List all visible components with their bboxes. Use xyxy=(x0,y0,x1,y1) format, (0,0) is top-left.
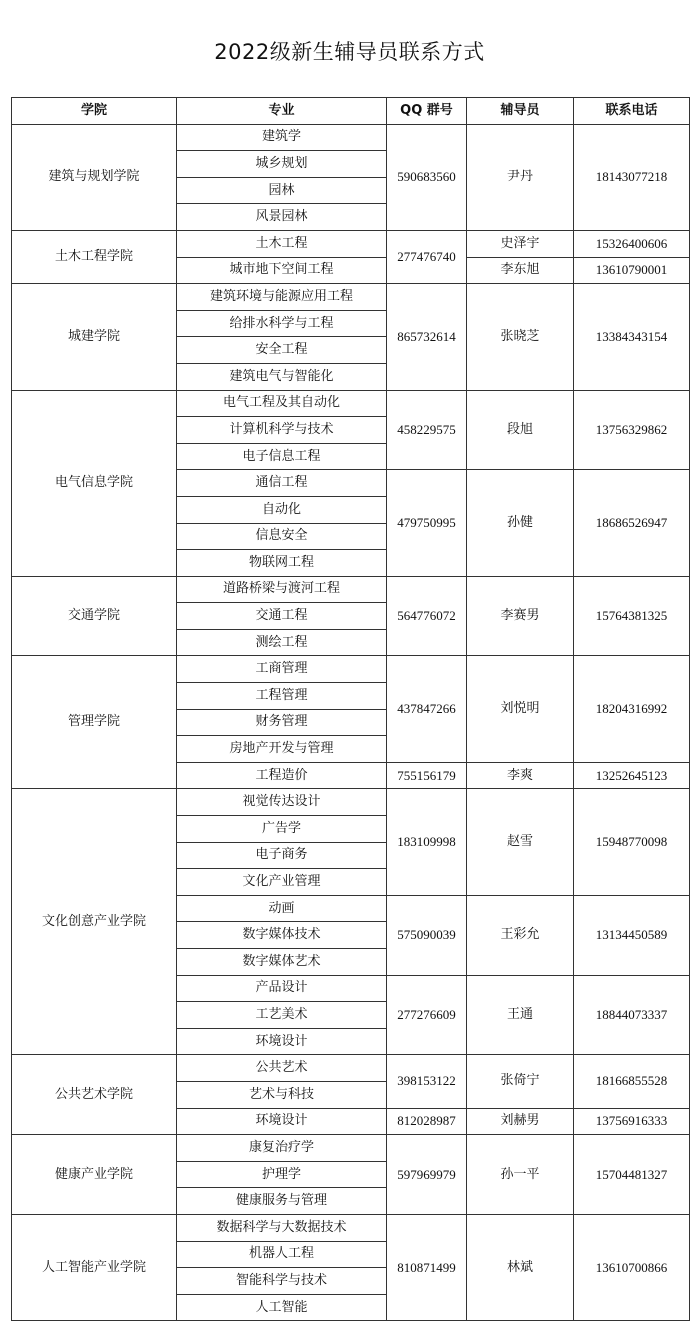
qq-group-cell: 755156179 xyxy=(387,762,467,789)
phone-cell: 15764381325 xyxy=(574,576,690,656)
major-cell: 智能科学与技术 xyxy=(177,1268,387,1295)
qq-group-cell: 597969979 xyxy=(387,1135,467,1215)
qq-group-cell: 458229575 xyxy=(387,390,467,470)
counselor-contact-table xyxy=(11,97,690,1321)
major-cell: 数字媒体艺术 xyxy=(177,949,387,976)
phone-cell: 15326400606 xyxy=(574,230,690,257)
major-cell: 电子商务 xyxy=(177,842,387,869)
college-cell: 管理学院 xyxy=(12,656,177,789)
major-cell: 电子信息工程 xyxy=(177,443,387,470)
counselor-cell: 李东旭 xyxy=(467,257,574,284)
major-cell: 环境设计 xyxy=(177,1028,387,1055)
counselor-cell: 史泽宇 xyxy=(467,230,574,257)
counselor-cell: 张倚宁 xyxy=(467,1055,574,1108)
major-cell: 工艺美术 xyxy=(177,1002,387,1029)
major-cell: 安全工程 xyxy=(177,337,387,364)
college-cell: 人工智能产业学院 xyxy=(12,1214,177,1320)
phone-cell: 13610790001 xyxy=(574,257,690,284)
college-cell: 公共艺术学院 xyxy=(12,1055,177,1135)
major-cell: 建筑学 xyxy=(177,124,387,151)
major-cell: 工程管理 xyxy=(177,683,387,710)
qq-group-cell: 575090039 xyxy=(387,895,467,975)
major-cell: 动画 xyxy=(177,895,387,922)
qq-group-cell: 590683560 xyxy=(387,124,467,230)
phone-cell: 13756329862 xyxy=(574,390,690,470)
major-cell: 城乡规划 xyxy=(177,151,387,178)
page-title: 2022级新生辅导员联系方式 xyxy=(214,40,485,64)
counselor-cell: 李赛男 xyxy=(467,576,574,656)
header-qq-group: QQ 群号 xyxy=(387,98,467,125)
major-cell: 人工智能 xyxy=(177,1294,387,1321)
qq-group-cell: 865732614 xyxy=(387,284,467,390)
college-cell: 电气信息学院 xyxy=(12,390,177,576)
counselor-cell: 孙一平 xyxy=(467,1135,574,1215)
table-row xyxy=(12,1135,690,1162)
major-cell: 园林 xyxy=(177,177,387,204)
counselor-cell: 刘赫男 xyxy=(467,1108,574,1135)
qq-group-cell: 564776072 xyxy=(387,576,467,656)
counselor-cell: 王彩允 xyxy=(467,895,574,975)
college-cell: 城建学院 xyxy=(12,284,177,390)
header-phone: 联系电话 xyxy=(574,98,690,125)
counselor-cell: 张晓芝 xyxy=(467,284,574,390)
qq-group-cell: 183109998 xyxy=(387,789,467,895)
table-row xyxy=(12,576,690,603)
college-cell: 健康产业学院 xyxy=(12,1135,177,1215)
major-cell: 房地产开发与管理 xyxy=(177,736,387,763)
phone-cell: 15948770098 xyxy=(574,789,690,895)
qq-group-cell: 810871499 xyxy=(387,1214,467,1320)
major-cell: 数据科学与大数据技术 xyxy=(177,1214,387,1241)
major-cell: 护理学 xyxy=(177,1161,387,1188)
phone-cell: 18686526947 xyxy=(574,470,690,576)
phone-cell: 18143077218 xyxy=(574,124,690,230)
phone-cell: 13756916333 xyxy=(574,1108,690,1135)
major-cell: 产品设计 xyxy=(177,975,387,1002)
qq-group-cell: 812028987 xyxy=(387,1108,467,1135)
major-cell: 公共艺术 xyxy=(177,1055,387,1082)
major-cell: 给排水科学与工程 xyxy=(177,310,387,337)
phone-cell: 13252645123 xyxy=(574,762,690,789)
major-cell: 工程造价 xyxy=(177,762,387,789)
table-row xyxy=(12,1214,690,1241)
table-row xyxy=(12,1055,690,1082)
major-cell: 工商管理 xyxy=(177,656,387,683)
qq-group-cell: 479750995 xyxy=(387,470,467,576)
qq-group-cell: 277476740 xyxy=(387,230,467,283)
major-cell: 艺术与科技 xyxy=(177,1081,387,1108)
qq-group-cell: 437847266 xyxy=(387,656,467,762)
phone-cell: 18844073337 xyxy=(574,975,690,1055)
table-row xyxy=(12,390,690,417)
header-major: 专业 xyxy=(177,98,387,125)
major-cell: 计算机科学与技术 xyxy=(177,417,387,444)
major-cell: 道路桥梁与渡河工程 xyxy=(177,576,387,603)
major-cell: 建筑环境与能源应用工程 xyxy=(177,284,387,311)
qq-group-cell: 277276609 xyxy=(387,975,467,1055)
major-cell: 建筑电气与智能化 xyxy=(177,363,387,390)
major-cell: 物联网工程 xyxy=(177,550,387,577)
major-cell: 自动化 xyxy=(177,496,387,523)
qq-group-cell: 398153122 xyxy=(387,1055,467,1108)
table-row xyxy=(12,124,690,151)
counselor-cell: 王通 xyxy=(467,975,574,1055)
major-cell: 健康服务与管理 xyxy=(177,1188,387,1215)
major-cell: 环境设计 xyxy=(177,1108,387,1135)
college-cell: 文化创意产业学院 xyxy=(12,789,177,1055)
major-cell: 数字媒体技术 xyxy=(177,922,387,949)
major-cell: 通信工程 xyxy=(177,470,387,497)
phone-cell: 18204316992 xyxy=(574,656,690,762)
counselor-cell: 孙健 xyxy=(467,470,574,576)
college-cell: 建筑与规划学院 xyxy=(12,124,177,230)
major-cell: 机器人工程 xyxy=(177,1241,387,1268)
major-cell: 广告学 xyxy=(177,816,387,843)
major-cell: 交通工程 xyxy=(177,603,387,630)
major-cell: 视觉传达设计 xyxy=(177,789,387,816)
major-cell: 财务管理 xyxy=(177,709,387,736)
major-cell: 土木工程 xyxy=(177,230,387,257)
phone-cell: 13384343154 xyxy=(574,284,690,390)
phone-cell: 13610700866 xyxy=(574,1214,690,1320)
counselor-cell: 刘悦明 xyxy=(467,656,574,762)
major-cell: 信息安全 xyxy=(177,523,387,550)
table-row xyxy=(12,656,690,683)
counselor-cell: 李爽 xyxy=(467,762,574,789)
table-row xyxy=(12,230,690,257)
counselor-cell: 林斌 xyxy=(467,1214,574,1320)
header-counselor: 辅导员 xyxy=(467,98,574,125)
counselor-cell: 段旭 xyxy=(467,390,574,470)
major-cell: 康复治疗学 xyxy=(177,1135,387,1162)
major-cell: 城市地下空间工程 xyxy=(177,257,387,284)
phone-cell: 13134450589 xyxy=(574,895,690,975)
major-cell: 风景园林 xyxy=(177,204,387,231)
table-header-row xyxy=(12,98,690,125)
major-cell: 电气工程及其自动化 xyxy=(177,390,387,417)
table-body xyxy=(12,124,690,1321)
counselor-cell: 尹丹 xyxy=(467,124,574,230)
college-cell: 土木工程学院 xyxy=(12,230,177,283)
table-row xyxy=(12,789,690,816)
header-college: 学院 xyxy=(12,98,177,125)
phone-cell: 18166855528 xyxy=(574,1055,690,1108)
college-cell: 交通学院 xyxy=(12,576,177,656)
table-row xyxy=(12,284,690,311)
counselor-cell: 赵雪 xyxy=(467,789,574,895)
phone-cell: 15704481327 xyxy=(574,1135,690,1215)
major-cell: 文化产业管理 xyxy=(177,869,387,896)
major-cell: 测绘工程 xyxy=(177,629,387,656)
